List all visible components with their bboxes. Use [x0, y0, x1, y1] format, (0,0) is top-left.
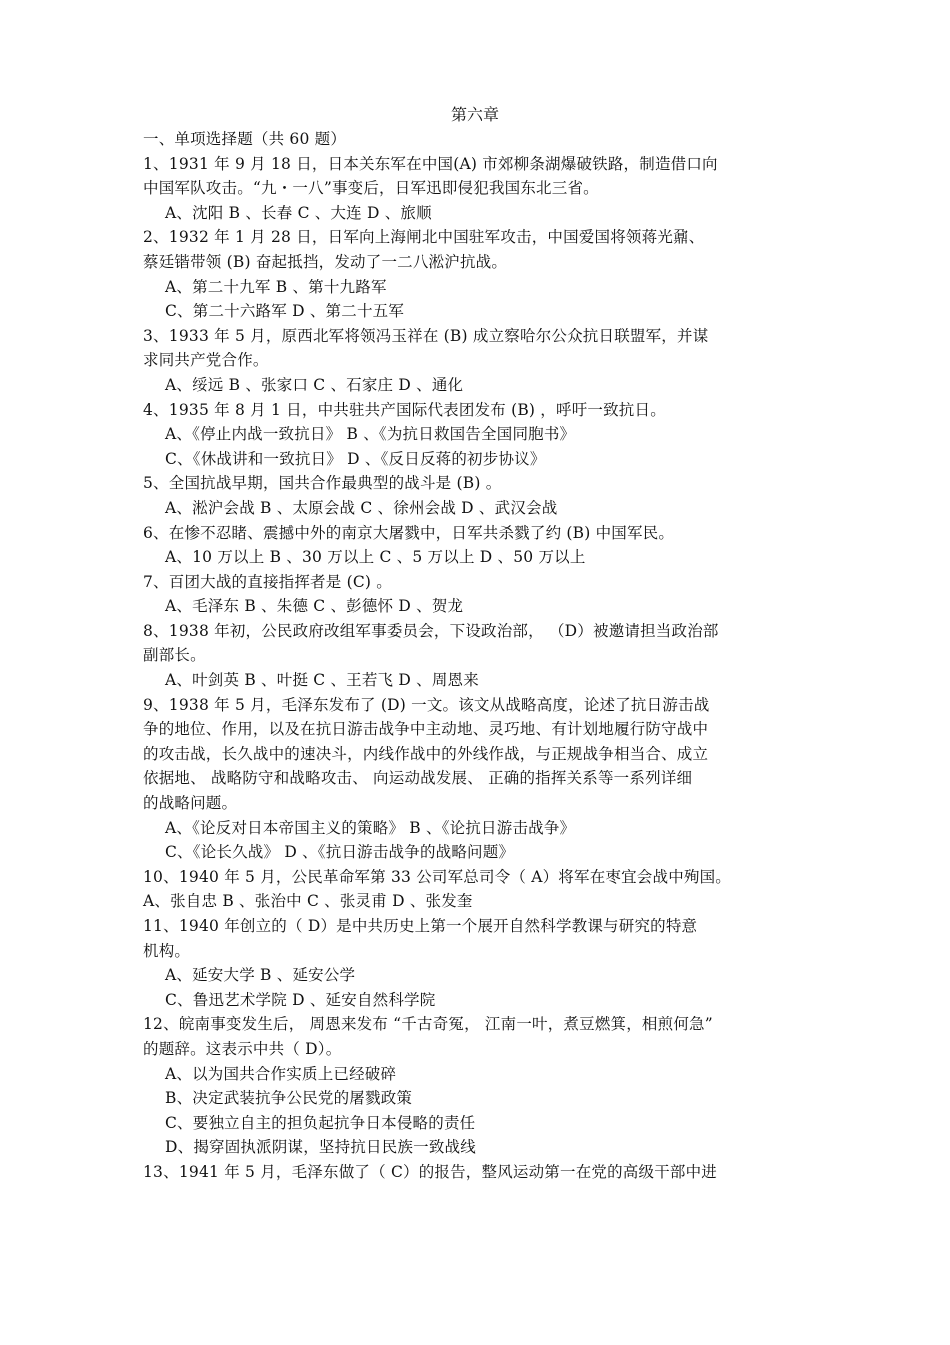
answer-option-line: A、第二十九军 B 、第十九路军: [165, 277, 387, 296]
question-text-line: 依据地、 战略防守和战略攻击、 向运动战发展、 正确的指挥关系等一系列详细: [143, 769, 693, 788]
question-text-line: 9、1938 年 5 月，毛泽东发布了 (D) 一文。该文从战略高度，论述了抗日游击战: [143, 695, 710, 714]
question-text-line: 6、在惨不忍睹、震撼中外的南京大屠戮中，日军共杀戮了约 (B) 中国军民。: [143, 523, 675, 542]
document-body: [143, 127, 823, 1185]
question-text-line: 机构。: [143, 941, 191, 960]
question-text-line: 5、全国抗战早期，国共合作最典型的战斗是 (B) 。: [143, 474, 502, 493]
question-text-line: 的题辞。这表示中共（ D）。: [143, 1039, 342, 1058]
question-text-line: 13、1941 年 5 月，毛泽东做了（ C）的报告，整风运动第一在党的高级干部中进: [143, 1162, 718, 1181]
question-text-line: 7、百团大战的直接指挥者是 (C) 。: [143, 572, 392, 591]
question-text-line: 12、皖南事变发生后， 周恩来发布 “千古奇冤， 江南一叶，煮豆燃箕，相煎何急”: [143, 1015, 713, 1034]
question-text-line: 副部长。: [143, 646, 206, 665]
question-text-line: 蔡廷锴带领 (B) 奋起抵挡，发动了一二八淞沪抗战。: [143, 252, 508, 271]
question-text-line: 求同共产党合作。: [143, 351, 269, 370]
question-text-line: 争的地位、作用，以及在抗日游击战争中主动地、灵巧地、有计划地履行防守战中: [143, 720, 709, 739]
answer-option-line: A、绥远 B 、张家口 C 、石家庄 D 、通化: [165, 375, 464, 394]
answer-option-line: A、叶剑英 B 、叶挺 C 、王若飞 D 、周恩来: [165, 671, 479, 690]
answer-option-line: A、淞沪会战 B 、太原会战 C 、徐州会战 D 、武汉会战: [165, 498, 558, 517]
answer-option-line: D、揭穿固执派阴谋，坚持抗日民族一致战线: [165, 1138, 476, 1157]
question-text-line: 一、单项选择题（共 60 题）: [143, 130, 347, 148]
chapter-title: 第六章: [450, 105, 499, 124]
answer-option-line: A、延安大学 B 、延安公学: [165, 966, 356, 985]
answer-option-line: A、《停止内战一致抗日》 B 、《为抗日救国告全国同胞书》: [165, 425, 576, 444]
question-text-line: 的攻击战，长久战中的速决斗，内线作战中的外线作战，与正规战争相当合、成立: [143, 744, 709, 763]
answer-option-line: A、以为国共合作实质上已经破碎: [165, 1064, 397, 1083]
answer-option-line: B、决定武装抗争公民党的屠戮政策: [165, 1089, 413, 1108]
question-text-line: 1、1931 年 9 月 18 日，日本关东军在中国(A) 市郊柳条湖爆破铁路，制造借口向: [143, 154, 718, 173]
answer-option-line: A、10 万以上 B 、30 万以上 C 、5 万以上 D 、50 万以上: [165, 548, 586, 567]
answer-option-line: A、毛泽东 B 、朱德 C 、彭德怀 D 、贺龙: [165, 597, 464, 616]
question-text-line: 10、1940 年 5 月，公民革命军第 33 公司军总司令（ A）将军在枣宜会战中殉国。: [143, 867, 732, 886]
answer-option-line: C、《论长久战》 D 、《抗日游击战争的战略问题》: [165, 843, 515, 862]
question-text-line: 3、1933 年 5 月，原西北军将领冯玉祥在 (B) 成立察哈尔公众抗日联盟军，并谋: [143, 326, 709, 345]
question-text-line: 11、1940 年创立的（ D）是中共历史上第一个展开自然科学教课与研究的特意: [143, 917, 698, 935]
answer-option-line: C、要独立自主的担负起抗争日本侵略的责任: [165, 1113, 476, 1132]
question-text-line: 中国军队攻击。“九・一八”事变后，日军迅即侵犯我国东北三省。: [143, 179, 599, 198]
question-text-line: 4、1935 年 8 月 1 日，中共驻共产国际代表团发布 (B) ，呼吁一致抗日。: [143, 400, 666, 419]
answer-option-line: C、《休战讲和一致抗日》 D 、《反日反蒋的初步协议》: [165, 449, 546, 468]
answer-option-line: C、第二十六路军 D 、第二十五军: [165, 302, 405, 321]
answer-option-line: A、《论反对日本帝国主义的策略》 B 、《论抗日游击战争》: [165, 818, 576, 837]
question-text-line: 2、1932 年 1 月 28 日，日军向上海闸北中国驻军攻击，中国爱国将领蒋光鼐、: [143, 228, 705, 247]
question-text-line: A、张自忠 B 、张治中 C 、张灵甫 D 、张发奎: [143, 892, 473, 911]
question-text-line: 8、1938 年初，公民政府改组军事委员会，下设政治部， （D）被邀请担当政治部: [143, 621, 719, 640]
answer-option-line: C、鲁迅艺术学院 D 、延安自然科学院: [165, 990, 436, 1009]
question-text-line: 的战略问题。: [143, 794, 238, 813]
answer-option-line: A、沈阳 B 、长春 C 、大连 D 、旅顺: [165, 203, 432, 222]
